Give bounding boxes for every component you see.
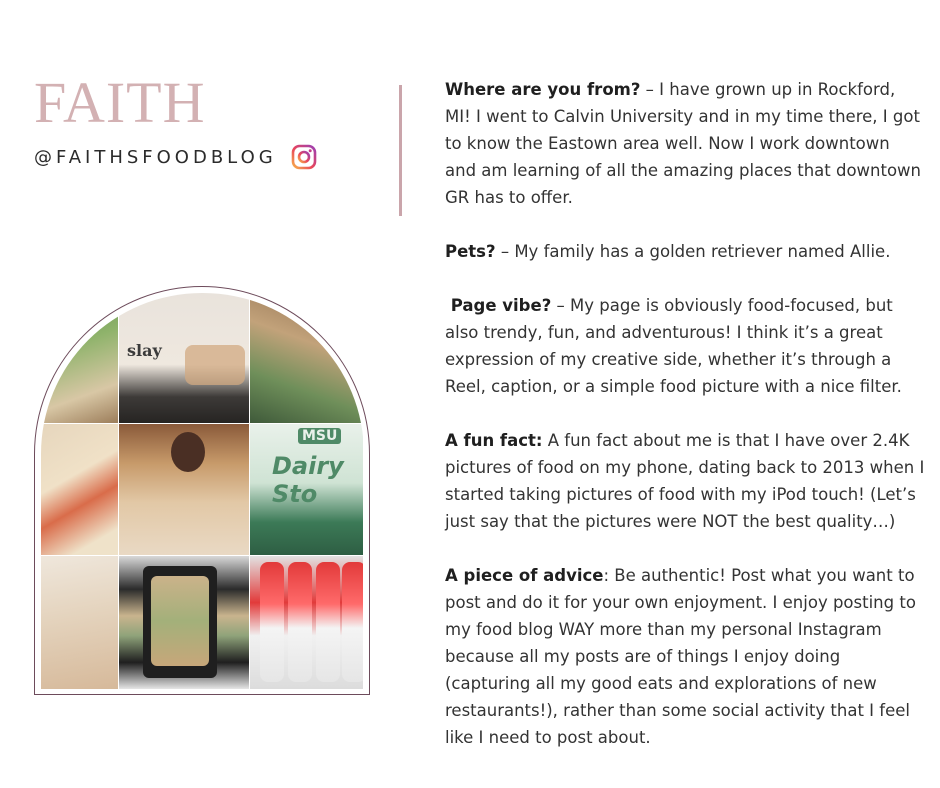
qa-page-vibe	[445, 292, 925, 400]
sign-dairy-store-text: Dairy Sto	[272, 452, 344, 508]
qa-answer: – I have grown up in Rockford, MI! I went to Calvin University and in my time there, I got to know the Eastown area well. Now I work downtown and am learning of all the amazing places that downtown GR has to offer.	[445, 80, 922, 207]
water-bottle	[288, 562, 312, 682]
water-bottle	[342, 562, 364, 682]
photo-bread-plate[interactable]	[250, 293, 364, 424]
instagram-handle[interactable]: @FAITHSFOODBLOG	[34, 146, 277, 168]
qa-question: Page vibe?	[445, 296, 552, 315]
qa-section	[445, 76, 925, 778]
takeout-tray	[143, 566, 217, 678]
qa-advice	[445, 562, 925, 751]
qa-answer: : Be authentic! Post what you want to post and do it for your own enjoyment. I enjoy posting to my food blog WAY more than my personal Instagram because all my posts are of things I enjoy doing (capturing all my good eats and explorations of new restaurants!), rather than some social activity that I feel like I need to post about.	[445, 566, 916, 747]
qa-answer: A fun fact about me is that I have over 2.4K pictures of food on my phone, dating back to 2013 when I started taking pictures of food with my iPod touch! (Let’s just say that the pictures were NOT the best quality…)	[445, 431, 925, 531]
photo-person-restaurant[interactable]	[119, 424, 250, 556]
photo-water-bottles[interactable]	[250, 556, 364, 690]
water-bottle	[316, 562, 340, 682]
sign-msu-text: MSU	[298, 428, 341, 444]
photo-creamy-soup[interactable]	[41, 556, 119, 690]
photo-pasta[interactable]	[41, 424, 119, 556]
photo-grid-arch	[41, 293, 364, 690]
vertical-divider	[399, 85, 402, 216]
qa-hometown	[445, 76, 925, 211]
photo-laptop-coffee[interactable]	[119, 293, 250, 424]
photo-grid	[41, 293, 364, 690]
instagram-icon[interactable]	[291, 144, 317, 170]
photo-noodle-tray[interactable]	[119, 556, 250, 690]
photo-dairy-store[interactable]	[250, 424, 364, 556]
qa-fun-fact	[445, 427, 925, 535]
qa-question: Where are you from?	[445, 80, 641, 99]
qa-answer: – My page is obviously food-focused, but also trendy, fun, and adventurous! I think it’s a great expression of my creative side, whether it’s through a Reel, caption, or a simple food picture with a nice filter.	[445, 296, 902, 396]
qa-question: A piece of advice	[445, 566, 604, 585]
handle-row	[34, 144, 317, 170]
qa-answer: – My family has a golden retriever named Allie.	[495, 242, 891, 261]
iced-coffee-cup	[185, 345, 245, 385]
qa-pets	[445, 238, 925, 265]
qa-question: A fun fact:	[445, 431, 543, 450]
photo-salad-bowl[interactable]	[41, 293, 119, 424]
person-figure	[171, 432, 205, 472]
photo-caption-slay: slay	[127, 341, 162, 360]
qa-question: Pets?	[445, 242, 496, 261]
water-bottle	[260, 562, 284, 682]
profile-name: FAITH	[34, 70, 206, 135]
